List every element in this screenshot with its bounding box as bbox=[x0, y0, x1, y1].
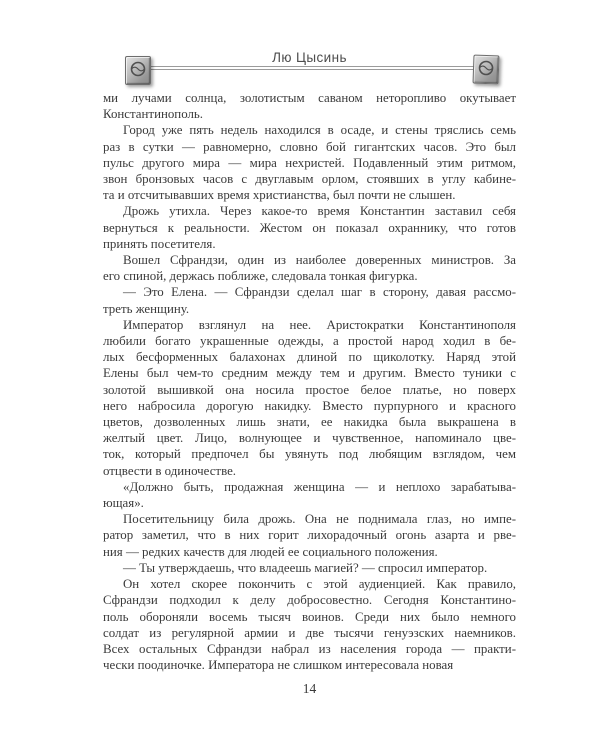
text-line: вернуться к реальности. Жестом он показал охраннику, что готов bbox=[103, 220, 516, 235]
medallion-ornament-icon bbox=[473, 55, 500, 85]
text-line: ми лучами солнца, золотистым саваном неторопливо окутывает bbox=[103, 91, 516, 105]
text-line: ток, который предпочел бы увянуть под любящим взглядом, чем bbox=[103, 447, 516, 462]
text-line: Константинополь. bbox=[103, 107, 204, 122]
text-line: — Это Елена. — Сфрандзи сделал шаг в сторону, давая рассмо- bbox=[123, 285, 516, 300]
text-line: «Должно быть, продажная женщина — и неплохо зарабатыва- bbox=[123, 479, 516, 494]
text-line: раз в сутки — равномерно, словно бой гигантских часов. Это был bbox=[103, 139, 516, 154]
text-line: треть женщину. bbox=[103, 301, 190, 316]
text-line: поль обороняли восемь тысяч воинов. Среди них было немного bbox=[103, 609, 516, 624]
text-line: золотой вышивкой она носила простое белое платье, но поверх bbox=[103, 382, 516, 397]
text-line: его спиной, держась поближе, следовала тонкая фигурка. bbox=[103, 269, 418, 284]
text-line: Он хотел скорее покончить с этой аудиенцией. Как правило, bbox=[123, 577, 516, 592]
paragraph bbox=[103, 560, 516, 576]
running-head-author: Лю Цысинь bbox=[272, 50, 347, 65]
paragraph bbox=[103, 511, 516, 560]
text-line: пульс другого мира — мира нехристей. Подавленный этим ритмом, bbox=[103, 155, 516, 170]
text-line: Сфрандзи подходил к делу добросовестно. Сегодня Константино- bbox=[103, 593, 516, 608]
medallion-ornament-icon bbox=[125, 56, 151, 85]
paragraph bbox=[103, 317, 516, 479]
text-line: цветов, дозволенных лишь знати, ее накидка была выкрашена в bbox=[103, 415, 516, 430]
paragraph bbox=[103, 284, 516, 316]
text-line: Дрожь утихла. Через какое-то время Константин заставил себя bbox=[123, 204, 516, 219]
text-line: желтый цвет. Лицо, волнующее и чувственное, напоминало цве- bbox=[103, 431, 516, 446]
text-line: Город уже пять недель находился в осаде, и стены тряслись семь bbox=[123, 123, 516, 138]
paragraph bbox=[103, 479, 516, 511]
text-line: Император взглянул на нее. Аристократки Константинополя bbox=[123, 317, 516, 332]
page-number: 14 bbox=[302, 681, 317, 696]
text-line: Всех остальных Сфрандзи набрал из населения города — практи- bbox=[103, 641, 516, 656]
text-line: принять посетителя. bbox=[103, 236, 216, 251]
text-line: ратор заметил, что в них горит лихорадочный огонь азарта и рве- bbox=[103, 528, 516, 543]
paragraph bbox=[103, 90, 516, 122]
text-line: Вошел Сфрандзи, один из наиболее доверенных министров. За bbox=[123, 253, 516, 268]
paragraph bbox=[103, 252, 516, 284]
text-line: та и отсчитывавших время христианства, был почти не слышен. bbox=[103, 188, 456, 203]
text-line: Елены был чем-то средним между тем и другим. Вместо туники с bbox=[103, 366, 516, 381]
text-line: ющая». bbox=[103, 496, 144, 511]
header-rule bbox=[148, 66, 475, 70]
text-line: солдат из регулярной армии и две тысячи генуэзских наемников. bbox=[103, 625, 516, 640]
text-line: Посетительницу била дрожь. Она не поднимала глаз, но импе- bbox=[123, 512, 516, 527]
page-text bbox=[103, 90, 516, 673]
text-line: отцвести в одиночестве. bbox=[103, 463, 237, 478]
text-line: любили богато украшенные одежды, а простой народ ходил в бе- bbox=[103, 334, 516, 349]
text-line: него набросила дорогую накидку. Вместо пурпурного и красного bbox=[103, 398, 516, 413]
text-line: ния — редких качеств для людей ее социального положения. bbox=[103, 544, 438, 559]
text-line: — Ты утверждаешь, что владеешь магией? — спросил император. bbox=[123, 560, 488, 575]
paragraph bbox=[103, 203, 516, 252]
paragraph bbox=[103, 122, 516, 203]
text-line: звон бронзовых часов с двуглавым орлом, стоявших в углу кабине- bbox=[103, 172, 516, 187]
text-line: лых бесформенных балахонах длиной по щиколотку. Наряд этой bbox=[103, 350, 516, 365]
text-line: чески поодиночке. Императора не слишком интересовала новая bbox=[103, 658, 454, 673]
paragraph bbox=[103, 576, 516, 673]
